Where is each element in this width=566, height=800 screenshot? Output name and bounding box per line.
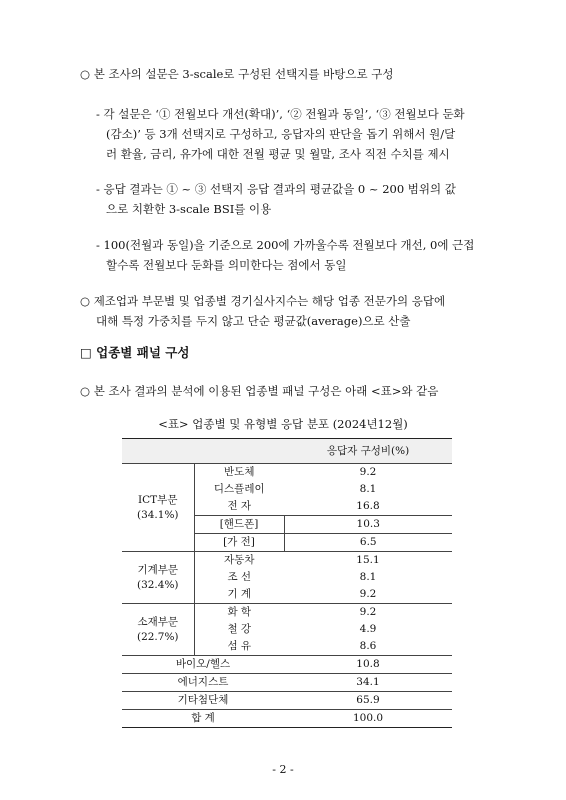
table-row [122,604,452,622]
paragraph-options-line3: 러 환율, 금리, 유가에 대한 전월 평균 및 월말, 조사 직전 수치를 제시 [106,147,450,161]
table-caption: <표> 업종별 및 유형별 응답 분포 (2024년12월) [158,417,408,431]
row-label: [핸드폰] [194,516,284,534]
group-ict-share: (34.1%) [136,508,179,521]
paragraph-results-line2: 으로 치환한 3-scale BSI를 이용 [106,202,272,216]
row-value: 6.5 [284,534,452,552]
table-row [122,692,452,710]
row-value: 16.8 [356,500,380,512]
row-value: 9.2 [284,604,452,622]
row-value: 15.1 [284,552,452,570]
header-blank-cell [122,439,284,464]
group-ict [122,464,194,552]
row-value: 4.9 [359,623,377,635]
panel-distribution-table [122,438,452,728]
paragraph-baseline-line1: - 100(전월과 동일)을 기준으로 200에 가까울수록 전월보다 개선, 0에 근접 [96,238,475,252]
row-value: 9.2 [284,464,452,482]
row-label: 철 강 [227,623,252,635]
total-value: 100.0 [284,710,452,728]
row-value: 8.6 [359,640,377,652]
row-label: 바이오/헬스 [122,656,284,674]
group-materials-share: (22.7%) [136,630,179,643]
row-label: 조 선 [227,571,252,583]
row-value: 65.9 [284,692,452,710]
paragraph-average-line1: ○ 제조업과 부문별 및 업종별 경기실사지수는 해당 업종 전문가의 응답에 [80,294,446,308]
paragraph-options-line2: (감소)’ 등 3개 선택지로 구성하고, 응답자의 판단을 돕기 위해서 원/달 [106,127,456,141]
header-share-cell: 응답자 구성비(%) [284,439,452,464]
row-label: 기타첨단체 [122,692,284,710]
paragraph-average-line2: 대해 특정 가중치를 두지 않고 단순 평균값(average)으로 산출 [96,314,411,328]
row-label: 화 학 [194,604,284,622]
paragraph-panel-intro: ○ 본 조사 결과의 분석에 이용된 업종별 패널 구성은 아래 <표>와 같음 [80,384,439,398]
table-total-row [122,710,452,728]
paragraph-results-line1: - 응답 결과는 ① ~ ③ 선택지 응답 결과의 평균값을 0 ~ 200 범위의 값 [96,182,456,196]
table-header-row [122,439,452,464]
paragraph-survey-scale: ○ 본 조사의 설문은 3-scale로 구성된 선택지를 바탕으로 구성 [80,67,394,81]
group-materials [122,604,194,656]
table-row [122,674,452,692]
row-label: 섬 유 [227,640,252,652]
page-number: - 2 - [272,763,294,776]
paragraph-options-line1: - 각 설문은 ‘① 전월보다 개선(확대)’, ‘② 전월과 동일’, ‘③ 전월보다 둔화 [96,107,465,121]
row-label: [가 전] [194,534,284,552]
row-label: 전 자 [227,500,252,512]
row-label: 에너지스트 [122,674,284,692]
row-value: 34.1 [284,674,452,692]
total-label: 합 계 [122,710,284,728]
row-label: 반도체 [194,464,284,482]
row-value: 8.1 [359,483,377,495]
group-machinery-share: (32.4%) [136,578,179,591]
section-heading: □ 업종별 패널 구성 [80,345,190,360]
group-ict-label: ICT부문 [138,493,178,506]
row-label: 자동차 [194,552,284,570]
row-value: 10.3 [284,516,452,534]
row-value: 9.2 [359,588,377,600]
paragraph-baseline-line2: 할수록 전월보다 둔화를 의미한다는 점에서 동일 [106,258,347,272]
table-row [122,552,452,570]
group-machinery-label: 기계부문 [137,563,179,576]
row-label: 디스플레이 [213,483,265,495]
row-value: 8.1 [359,571,377,583]
row-label: 기 계 [227,588,252,600]
group-materials-label: 소재부문 [137,615,179,628]
group-machinery [122,552,194,604]
table-row [122,656,452,674]
row-value: 10.8 [284,656,452,674]
table-row [122,464,452,482]
